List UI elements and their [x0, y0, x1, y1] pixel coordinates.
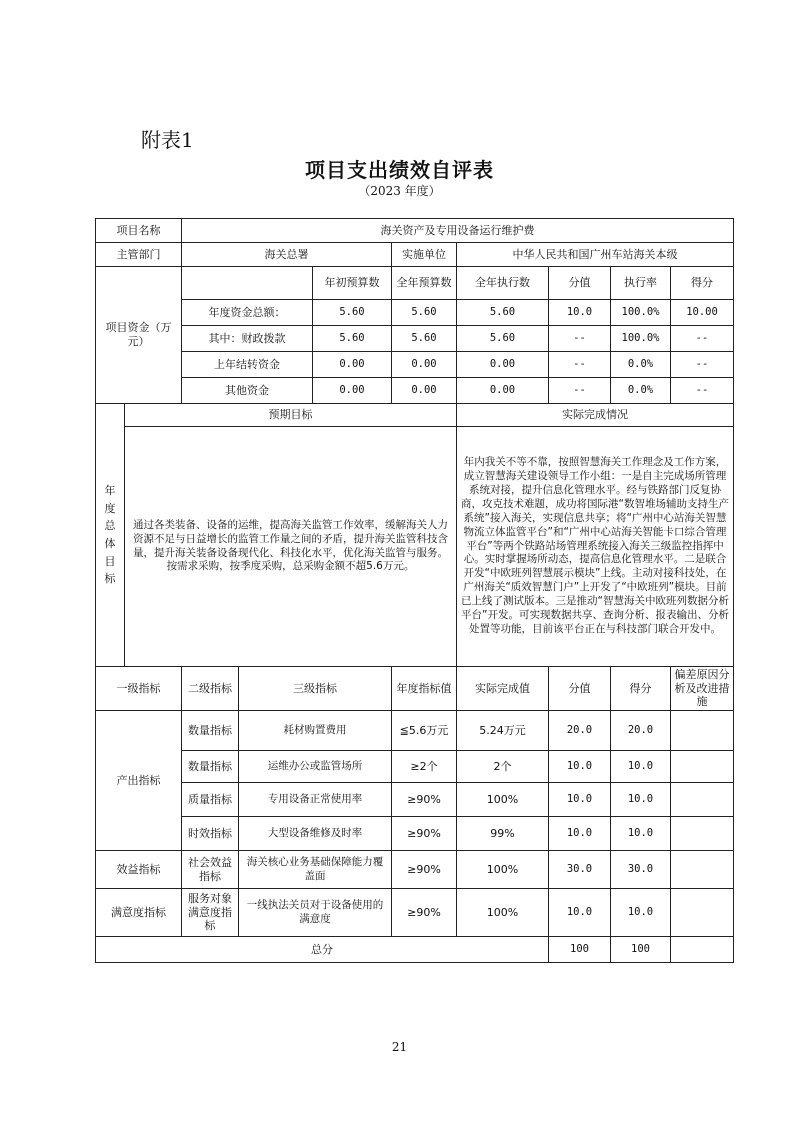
score-cell: 20.0: [549, 711, 611, 751]
indicator-row: [96, 751, 734, 783]
indicator-header-cell: 得分: [611, 667, 671, 711]
got-cell: 10.0: [611, 783, 671, 817]
target-cell: ≥2个: [392, 751, 457, 783]
level2-cell: 时效指标: [182, 817, 239, 851]
funds-header-cell: 全年预算数: [392, 267, 457, 300]
funds-header-cell: 年初预算数: [313, 267, 392, 300]
note-cell: [671, 889, 734, 937]
funds-row: [96, 326, 734, 352]
actual-cell: 2个: [457, 751, 549, 783]
dept-label: 主管部门: [96, 243, 182, 267]
level2-cell: 数量指标: [182, 711, 239, 751]
got-cell: 20.0: [611, 711, 671, 751]
actual-cell: 100%: [457, 783, 549, 817]
indicator-header-row: [96, 667, 734, 711]
level2-cell: 服务对象满意度指标: [182, 889, 239, 937]
note-cell: [671, 783, 734, 817]
funds-cell: 0.00: [392, 378, 457, 404]
project-name-value: 海关资产及专用设备运行维护费: [182, 219, 734, 243]
level3-cell: 海关核心业务基础保障能力覆盖面: [239, 851, 392, 889]
target-cell: ≥90%: [392, 817, 457, 851]
note-cell: [671, 751, 734, 783]
page-number: 21: [391, 1040, 408, 1054]
goals-body-row: [96, 427, 734, 667]
funds-cell: 10.00: [671, 300, 734, 326]
funds-cell: --: [671, 326, 734, 352]
total-row: [96, 937, 734, 963]
got-cell: 10.0: [611, 751, 671, 783]
level1-cell: 满意度指标: [96, 889, 182, 937]
note-cell: [671, 817, 734, 851]
funds-label: 项目资金（万元）: [96, 267, 182, 404]
indicator-row: [96, 783, 734, 817]
funds-header-cell: 执行率: [611, 267, 671, 300]
funds-cell: 10.0: [549, 300, 611, 326]
page-title: 项目支出绩效自评表: [305, 158, 494, 182]
funds-cell: 0.00: [457, 378, 549, 404]
project-name-label: 项目名称: [96, 219, 182, 243]
page-subtitle: （2023 年度）: [358, 184, 441, 198]
level3-cell: 大型设备维修及时率: [239, 817, 392, 851]
funds-cell: 5.60: [313, 300, 392, 326]
score-cell: 10.0: [549, 889, 611, 937]
actual-cell: 100%: [457, 889, 549, 937]
level3-cell: 耗材购置费用: [239, 711, 392, 751]
funds-cell: 0.00: [457, 352, 549, 378]
level1-cell: 产出指标: [96, 711, 182, 851]
funds-row-label: 上年结转资金: [182, 352, 313, 378]
total-label: 总分: [96, 937, 549, 963]
funds-cell: 5.60: [457, 326, 549, 352]
funds-cell: --: [671, 378, 734, 404]
funds-header-cell: 分值: [549, 267, 611, 300]
level2-cell: 质量指标: [182, 783, 239, 817]
got-cell: 10.0: [611, 817, 671, 851]
indicator-header-cell: 分值: [549, 667, 611, 711]
total-note-blank: [671, 937, 734, 963]
actual-cell: 5.24万元: [457, 711, 549, 751]
funds-cell: --: [549, 352, 611, 378]
expected-text: 通过各类装备、设备的运维，提高海关监管工作效率，缓解海关人力资源不足与日益增长的监管工作量之间的矛盾，提升海关监管科技含量，提升海关装备设备现代化、科技化水平，优化海关监管与服务。按需求采购，按季度采购，总采购金额不超5.6万元。: [125, 427, 457, 667]
actual-header: 实际完成情况: [457, 404, 734, 427]
score-cell: 10.0: [549, 783, 611, 817]
indicator-row: [96, 851, 734, 889]
funds-cell: 100.0%: [611, 326, 671, 352]
impl-value: 中华人民共和国广州车站海关本级: [457, 243, 734, 267]
funds-header-row: [96, 267, 734, 300]
expected-header: 预期目标: [125, 404, 457, 427]
funds-cell: 0.0%: [611, 352, 671, 378]
indicator-row: [96, 711, 734, 751]
level1-cell: 效益指标: [96, 851, 182, 889]
target-cell: ≥90%: [392, 889, 457, 937]
funds-row: [96, 352, 734, 378]
level2-cell: 数量指标: [182, 751, 239, 783]
level3-cell: 运维办公或监管场所: [239, 751, 392, 783]
funds-row: [96, 300, 734, 326]
funds-cell: 5.60: [313, 326, 392, 352]
target-cell: ≥90%: [392, 851, 457, 889]
level2-cell: 社会效益指标: [182, 851, 239, 889]
funds-header-cell: 得分: [671, 267, 734, 300]
funds-header-blank: [182, 267, 313, 300]
indicator-header-cell: 实际完成值: [457, 667, 549, 711]
funds-cell: --: [549, 378, 611, 404]
funds-row-label: 其他资金: [182, 378, 313, 404]
actual-cell: 100%: [457, 851, 549, 889]
level3-cell: 专用设备正常使用率: [239, 783, 392, 817]
funds-row-label: 其中：财政拨款: [182, 326, 313, 352]
funds-cell: 0.0%: [611, 378, 671, 404]
indicator-header-cell: 三级指标: [239, 667, 392, 711]
goals-label: 年度总体目标: [104, 484, 116, 586]
got-cell: 30.0: [611, 851, 671, 889]
impl-label: 实施单位: [392, 243, 457, 267]
funds-row-label: 年度资金总额：: [182, 300, 313, 326]
note-cell: [671, 711, 734, 751]
indicator-row: [96, 817, 734, 851]
score-cell: 10.0: [549, 817, 611, 851]
indicator-row: [96, 889, 734, 937]
note-cell: [671, 851, 734, 889]
funds-header-cell: 全年执行数: [457, 267, 549, 300]
indicator-header-cell: 一级指标: [96, 667, 182, 711]
dept-value: 海关总署: [182, 243, 392, 267]
got-cell: 10.0: [611, 889, 671, 937]
target-cell: ≥90%: [392, 783, 457, 817]
target-cell: ≦5.6万元: [392, 711, 457, 751]
goals-header-row: [96, 404, 734, 427]
indicator-header-cell: 年度指标值: [392, 667, 457, 711]
funds-cell: 5.60: [392, 326, 457, 352]
attachment-label: 附表1: [141, 128, 194, 152]
total-got: 100: [611, 937, 671, 963]
funds-cell: 0.00: [313, 352, 392, 378]
indicator-header-cell: 偏差原因分析及改进措施: [671, 667, 734, 711]
goals-label-cell: [96, 404, 125, 667]
actual-cell: 99%: [457, 817, 549, 851]
funds-cell: 100.0%: [611, 300, 671, 326]
score-cell: 10.0: [549, 751, 611, 783]
total-score: 100: [549, 937, 611, 963]
funds-cell: 5.60: [392, 300, 457, 326]
level3-cell: 一线执法关员对于设备使用的满意度: [239, 889, 392, 937]
funds-cell: 0.00: [392, 352, 457, 378]
funds-row: [96, 378, 734, 404]
funds-cell: --: [549, 326, 611, 352]
funds-cell: 0.00: [313, 378, 392, 404]
score-cell: 30.0: [549, 851, 611, 889]
indicator-header-cell: 二级指标: [182, 667, 239, 711]
funds-cell: --: [671, 352, 734, 378]
performance-table: [95, 218, 734, 963]
actual-text: 年内我关不等不靠，按照智慧海关工作理念及工作方案，成立智慧海关建设领导工作小组：一是自主完成场所管理系统对接，提升信息化管理水平。经与铁路部门反复协商，攻克技术难题，成功将国际港“数智堆场辅助支持生产系统”接入海关，实现信息共享；将“广州中心站海关智慧物流立体监管平台”和“广州中心站海关智能卡口综合管理平台”等两个铁路站场管理系统接入海关三级监控指挥中心。实时掌握场所动态，提高信息化管理水平。二是联合开发“中欧班列智慧展示模块”上线。主动对接科技处，在广州海关“质效智慧门户”上开发了“中欧班列”模块。目前已上线了测试版本。三是推动“智慧海关中欧班列数据分析平台”开发。可实现数据共享、查询分析、报表输出、分析处置等功能，目前该平台正在与科技部门联合开发中。: [457, 427, 734, 667]
funds-cell: 5.60: [457, 300, 549, 326]
